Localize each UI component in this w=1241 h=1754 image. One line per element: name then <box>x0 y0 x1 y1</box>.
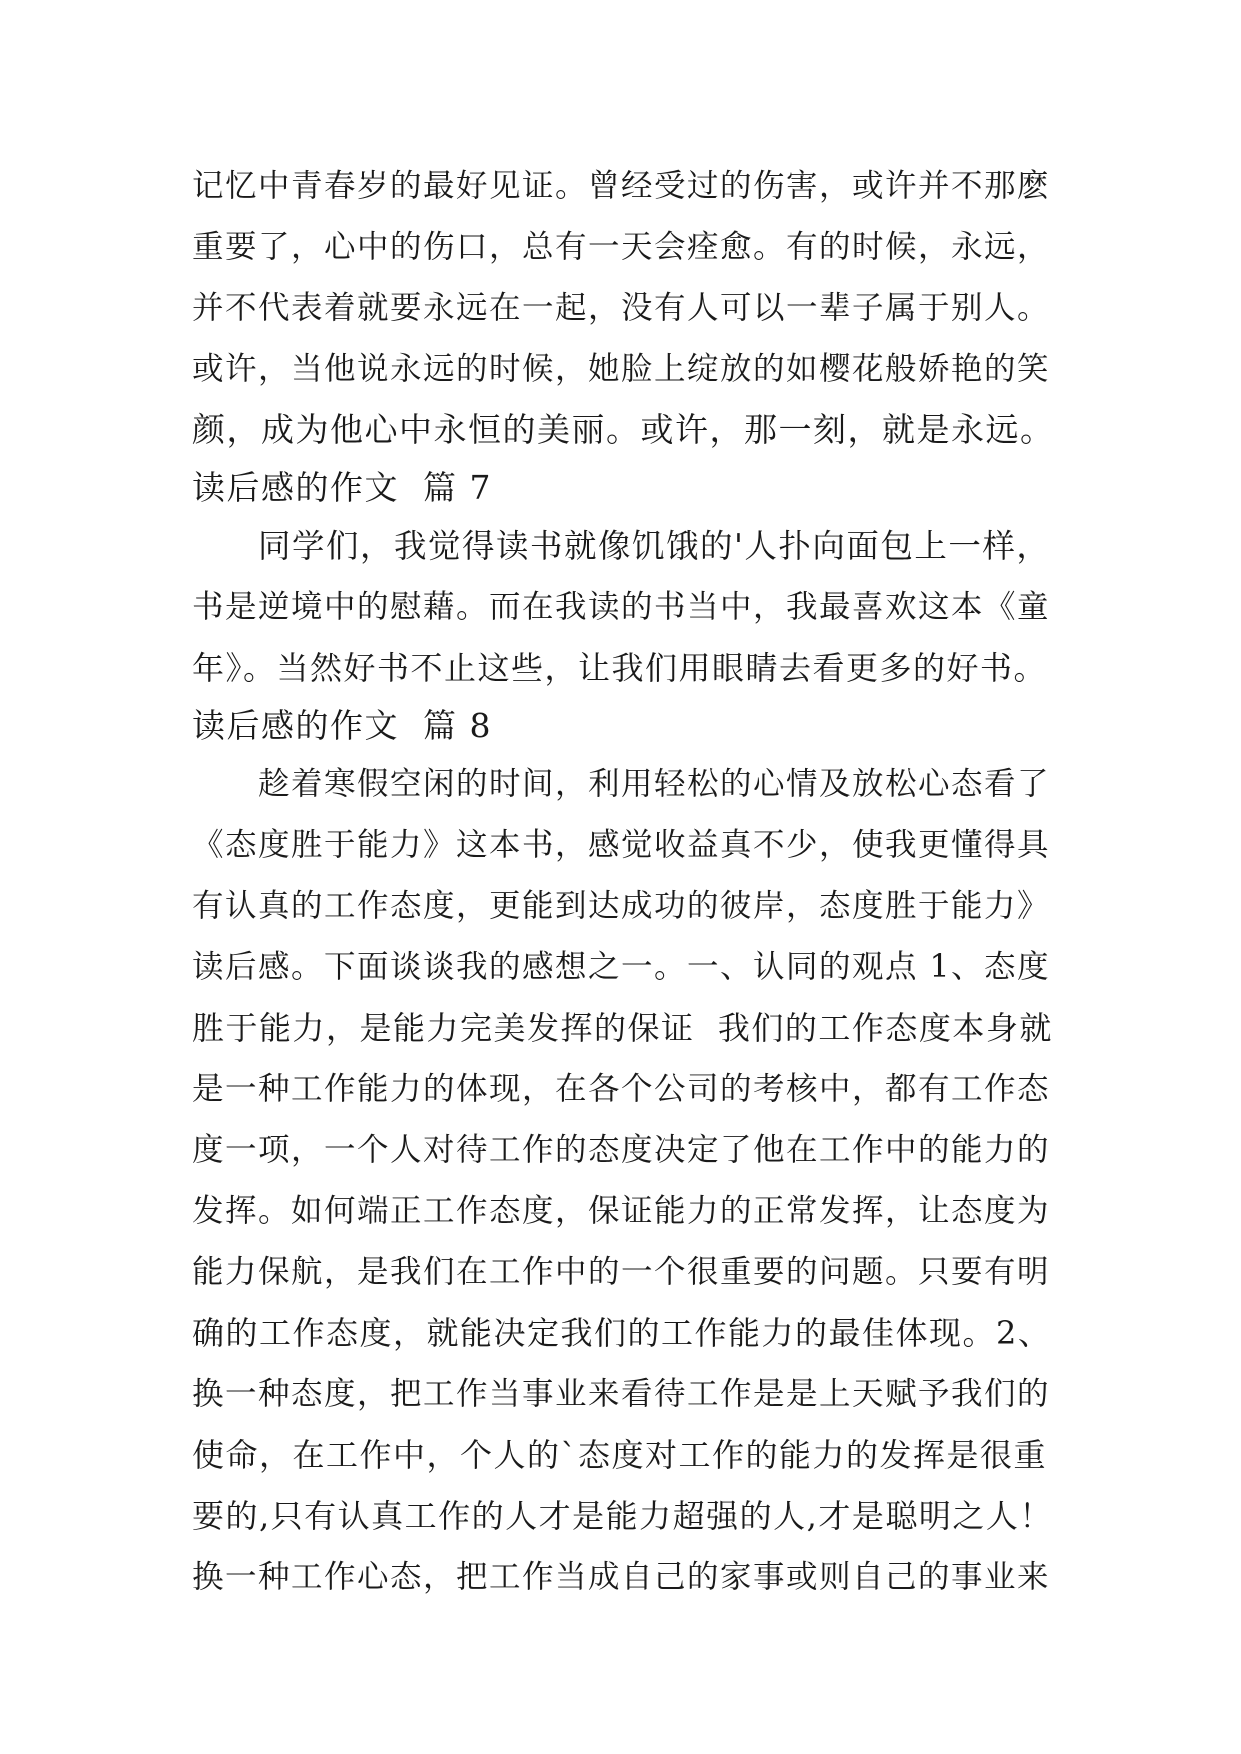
text-line: 换一种态度，把工作当事业来看待工作是是上天赋予我们的 <box>192 1376 1051 1412</box>
text-line: 换一种工作心态，把工作当成自己的家事或则自己的事业来 <box>192 1559 1051 1595</box>
text-line: 度一项，一个人对待工作的态度决定了他在工作中的能力的 <box>192 1132 1051 1168</box>
text-line: 重要了，心中的伤口，总有一天会痊愈。有的时候，永远， <box>192 229 1051 265</box>
text-line: 并不代表着就要永远在一起，没有人可以一辈子属于别人。 <box>192 290 1051 326</box>
text-line: 读后感。下面谈谈我的感想之一。一、认同的观点 1、态度 <box>192 949 1051 985</box>
text-line: 能力保航，是我们在工作中的一个很重要的问题。只要有明 <box>192 1254 1051 1290</box>
text-line: 发挥。如何端正工作态度，保证能力的正常发挥，让态度为 <box>192 1193 1051 1229</box>
text-line: 趁着寒假空闲的时间，利用轻松的心情及放松心态看了 <box>258 766 1051 802</box>
text-line: 是一种工作能力的体现，在各个公司的考核中，都有工作态 <box>192 1071 1051 1107</box>
text-line: 同学们，我觉得读书就像饥饿的'人扑向面包上一样， <box>258 527 1051 565</box>
text-line: 确的工作态度，就能决定我们的工作能力的最佳体现。2、 <box>192 1314 1052 1352</box>
text-line: 书是逆境中的慰藉。而在我读的书当中，我最喜欢这本《童 <box>192 589 1051 625</box>
section-heading: 读后感的作文 篇 7 <box>192 468 492 507</box>
text-line: 使命，在工作中，个人的`态度对工作的能力的发挥是很重 <box>192 1436 1048 1474</box>
section-heading: 读后感的作文 篇 8 <box>192 706 492 745</box>
text-line: 《态度胜于能力》这本书，感觉收益真不少，使我更懂得具 <box>192 827 1051 863</box>
text-line: 年》。当然好书不止这些，让我们用眼睛去看更多的好书。 <box>192 649 1048 687</box>
text-line: 有认真的工作态度，更能到达成功的彼岸，态度胜于能力》 <box>192 888 1051 924</box>
text-line: 要的,只有认真工作的人才是能力超强的人,才是聪明之人！ <box>192 1497 1053 1535</box>
text-line: 或许，当他说永远的时候，她脸上绽放的如樱花般娇艳的笑 <box>192 351 1051 387</box>
text-line: 记忆中青春岁的最好见证。曾经受过的伤害，或许并不那麽 <box>192 168 1051 204</box>
text-line: 颜，成为他心中永恒的美丽。或许，那一刻，就是永远。 <box>192 410 1055 449</box>
text-line: 胜于能力，是能力完美发挥的保证 我们的工作态度本身就 <box>192 1009 1053 1047</box>
